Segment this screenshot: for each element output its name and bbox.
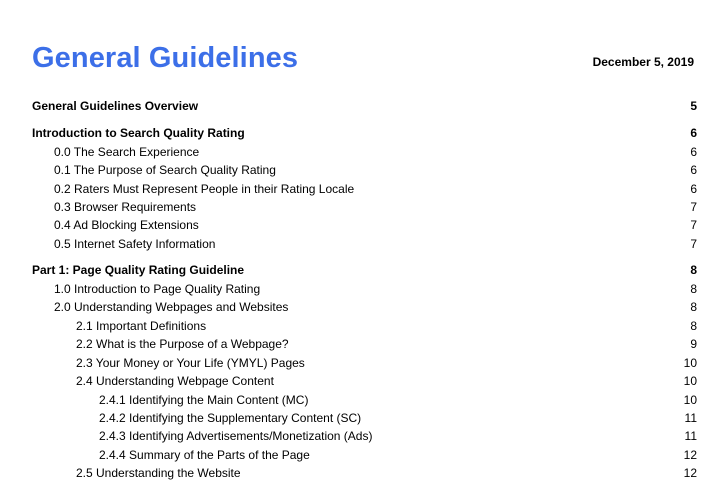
toc-entry-label: 2.5 Understanding the Website [76, 466, 241, 480]
toc-entry-label: 1.0 Introduction to Page Quality Rating [54, 282, 261, 296]
toc-entry-label: 2.4 Understanding Webpage Content [76, 374, 274, 388]
toc-entry[interactable] [0, 391, 725, 409]
toc-entry-label: 0.5 Internet Safety Information [54, 237, 216, 251]
toc-entry-label: 0.1 The Purpose of Search Quality Rating [54, 163, 276, 177]
toc-entry[interactable] [0, 298, 725, 316]
toc-entry[interactable] [0, 335, 725, 353]
page-title: General Guidelines [32, 42, 299, 74]
toc-entry-label: 0.0 The Search Experience [54, 145, 200, 159]
toc-entry-label: 2.0 Understanding Webpages and Websites [54, 300, 289, 314]
toc-entry-page: 8 [690, 263, 697, 277]
toc-entry-label: General Guidelines Overview [32, 99, 199, 113]
toc-entry-page: 7 [690, 218, 697, 232]
toc-entry[interactable] [0, 180, 725, 198]
toc-entry-page: 6 [690, 126, 697, 140]
toc-entry[interactable] [0, 427, 725, 445]
toc-entry-page: 12 [683, 448, 697, 462]
toc-entry-page: 8 [690, 282, 697, 296]
toc-entry-label: 2.4.2 Identifying the Supplementary Content (SC) [99, 411, 362, 425]
toc-entry-page: 10 [683, 393, 697, 407]
toc-entry[interactable] [0, 198, 725, 216]
toc-entry[interactable] [0, 261, 725, 279]
toc-entry-page: 11 [684, 411, 697, 425]
toc-entry-page: 6 [690, 163, 697, 177]
toc-entry-page: 8 [690, 319, 697, 333]
toc-entry[interactable] [0, 280, 725, 298]
toc-entry-page: 11 [684, 429, 697, 443]
toc-entry[interactable] [0, 97, 725, 115]
toc-entry-page: 10 [683, 356, 697, 370]
toc-entry[interactable] [0, 216, 725, 234]
toc-entry[interactable] [0, 235, 725, 253]
toc-entry-page: 9 [690, 337, 697, 351]
toc-entry-page: 7 [690, 237, 697, 251]
toc-entry[interactable] [0, 161, 725, 179]
toc-entry-label: 2.4.4 Summary of the Parts of the Page [99, 448, 310, 462]
document-date: December 5, 2019 [592, 55, 694, 69]
toc-entry[interactable] [0, 354, 725, 372]
toc-entry-label: 0.3 Browser Requirements [54, 200, 197, 214]
toc-entry-label: 2.4.3 Identifying Advertisements/Monetization (Ads) [99, 429, 373, 443]
toc-entry-page: 6 [690, 145, 697, 159]
toc-entry[interactable] [0, 317, 725, 335]
toc-entry-page: 5 [690, 99, 697, 113]
toc-entry-page: 7 [690, 200, 697, 214]
toc-entry[interactable] [0, 464, 725, 482]
toc-entry[interactable] [0, 446, 725, 464]
toc-entry-page: 12 [683, 466, 697, 480]
toc-entry-label: 2.3 Your Money or Your Life (YMYL) Pages [76, 356, 305, 370]
toc-entry[interactable] [0, 409, 725, 427]
toc-entry-page: 10 [683, 374, 697, 388]
toc-entry-label: 2.2 What is the Purpose of a Webpage? [76, 337, 289, 351]
toc-entry[interactable] [0, 124, 725, 142]
toc-entry[interactable] [0, 372, 725, 390]
toc-entry-page: 8 [690, 300, 697, 314]
toc-entry-label: 2.4.1 Identifying the Main Content (MC) [99, 393, 309, 407]
toc-entry-label: 2.1 Important Definitions [76, 319, 207, 333]
toc-entry-label: Introduction to Search Quality Rating [32, 126, 245, 140]
toc-entry-label: 0.4 Ad Blocking Extensions [54, 218, 199, 232]
toc-entry-label: Part 1: Page Quality Rating Guideline [32, 263, 245, 277]
toc-entry-page: 6 [690, 182, 697, 196]
toc-entry-label: 0.2 Raters Must Represent People in their Rating Locale [54, 182, 355, 196]
toc-entry[interactable] [0, 143, 725, 161]
